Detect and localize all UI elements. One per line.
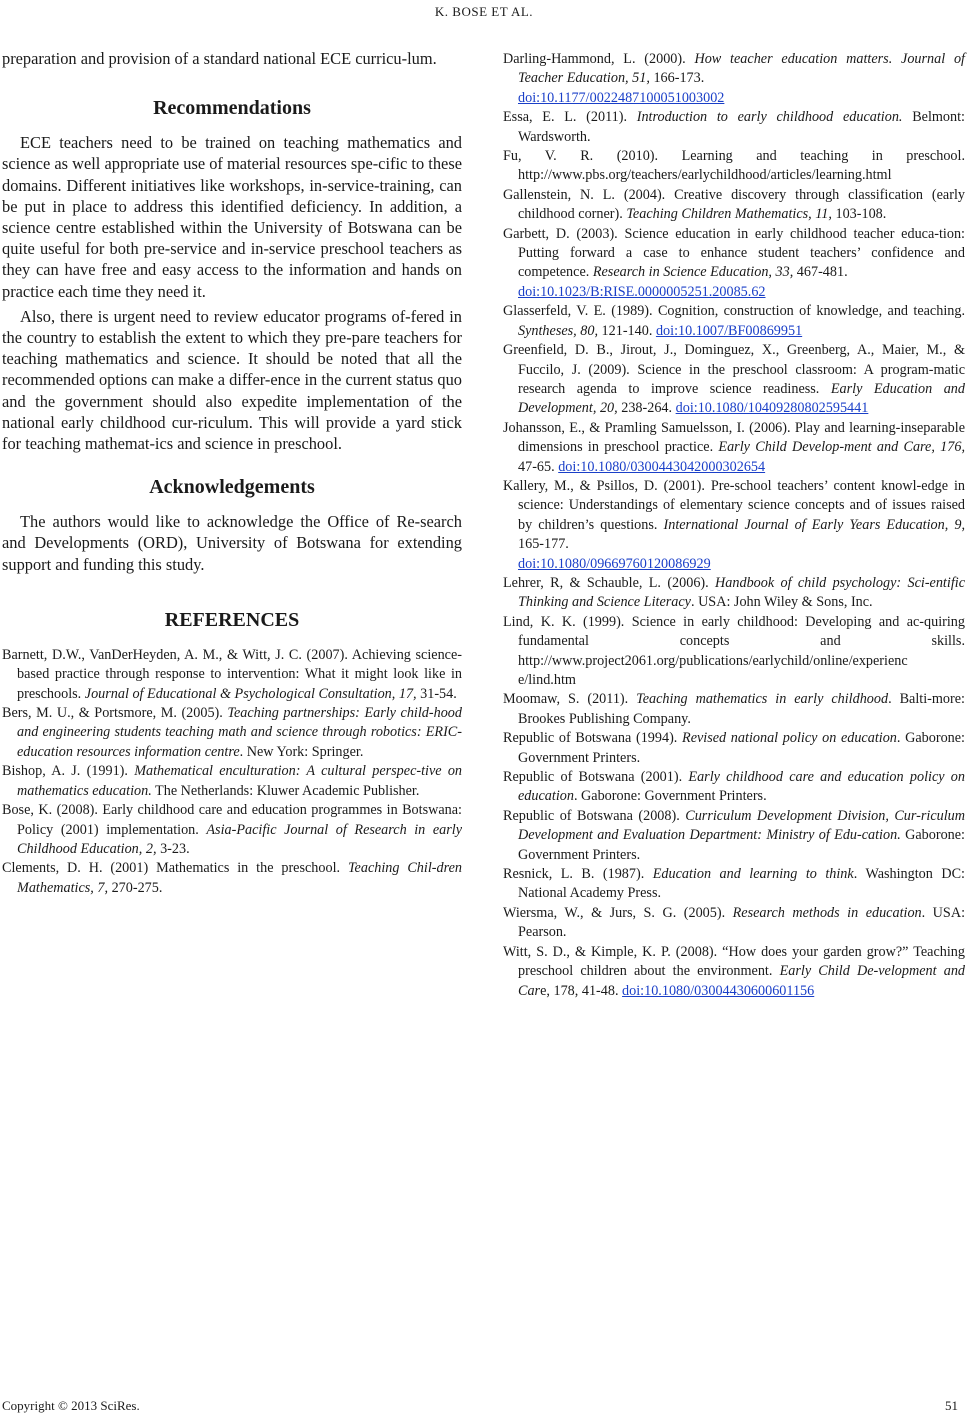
- reference-entry: [503, 419, 965, 477]
- running-head: K. BOSE ET AL.: [434, 4, 534, 19]
- reference-details: Belmont: Wardsworth.: [518, 109, 966, 145]
- reference-entry: [2, 704, 462, 762]
- reference-details: . Washington DC: National Academy Press.: [518, 866, 965, 902]
- reference-text: Johansson, E., & Pramling Samuelsson, I. (2006). Play and learning-inseparable dimensions in preschool practice.: [503, 419, 965, 456]
- reference-entry: [2, 859, 462, 898]
- reference-entry: [503, 768, 965, 807]
- reference-details: . Gaborone: Government Printers.: [518, 730, 965, 766]
- reference-entry: [503, 50, 965, 108]
- intro-paragraph: preparation and provision of a standard national ECE curricu-lum.: [2, 49, 437, 68]
- reference-source: Revised national policy on education: [682, 730, 897, 747]
- reference-source: Early childhood care and education policy on education: [518, 769, 965, 805]
- reference-entry: [503, 341, 965, 419]
- recommendations-paragraph-2: Also, there is urgent need to review educator programs of-fered in the country to establish the extent to which they pre-pare teachers for teaching mathematics and science. It should be noted that all the recommended options can make a differ-ence in the current status quo and the government should also expedite implementation of the national early childhood cur-riculum. This will provide a yard stick for teaching mathemat-ics and science in preschool.: [2, 306, 462, 454]
- reference-text: Republic of Botswana (2001).: [503, 769, 689, 786]
- reference-entry: [503, 865, 965, 904]
- reference-source: Asia-Pacific Journal of Research in early Childhood Education, 2,: [17, 821, 462, 857]
- reference-entry: [2, 801, 462, 859]
- reference-details: . USA: John Wiley & Sons, Inc.: [690, 594, 873, 611]
- reference-text: Garbett, D. (2003). Science education in early childhood teacher educa-tion: Putting forward a case to enhance student teachers’ confidence and competence.: [503, 225, 965, 281]
- reference-source: Early Child De-velopment and Car: [518, 963, 966, 999]
- reference-text: Essa, E. L. (2011).: [503, 109, 637, 126]
- reference-text: Republic of Botswana (2008).: [503, 807, 686, 824]
- reference-entry: [503, 477, 965, 574]
- left-column: [2, 48, 462, 898]
- doi-link[interactable]: doi:10.1080/09669760120086929: [518, 555, 711, 572]
- reference-source: Early Child Develop-ment and Care, 176,: [718, 439, 965, 456]
- reference-details: Gaborone: Government Printers.: [518, 827, 965, 863]
- reference-details: 31-54.: [416, 685, 457, 702]
- doi-link[interactable]: doi:10.1080/0300443042000302654: [558, 458, 766, 475]
- reference-text: Lind, K. K. (1999). Science in early childhood: Developing and ac-quiring fundamental concepts and skills. http://www.project2061.org/publications/earlychild/online/experienc e/lind.htm: [503, 613, 965, 688]
- reference-source: Research methods in education: [732, 904, 922, 921]
- reference-source: Research in Science Education, 33,: [592, 264, 794, 281]
- doi-link[interactable]: doi:10.1023/B:RISE.0000005251.20085.62: [518, 283, 766, 300]
- reference-text: Gallenstein, N. L. (2004). Creative discovery through classification (early childhood corner).: [503, 186, 965, 223]
- reference-details: 238-264.: [617, 400, 676, 417]
- reference-entry: [2, 762, 462, 801]
- reference-source: Journal of Educational & Psychological Consultation, 17,: [84, 685, 417, 702]
- reference-entry: [503, 108, 965, 147]
- reference-text: Resnick, L. B. (1987).: [503, 866, 653, 883]
- reference-entry: [503, 225, 965, 303]
- reference-entry: [503, 904, 965, 943]
- reference-text: Bers, M. U., & Portsmore, M. (2005).: [2, 705, 228, 722]
- reference-source: Teaching partnerships: Early child-hood and engineering students teaching math and science through robotics: ERIC-education resources information centre: [17, 705, 462, 760]
- reference-details: 47-65.: [518, 458, 559, 475]
- reference-source: Teaching Children Mathematics, 11,: [626, 206, 832, 223]
- reference-text: Wiersma, W., & Jurs, S. G. (2005).: [503, 904, 733, 921]
- doi-link[interactable]: doi:10.1177/0022487100051003002: [518, 89, 725, 106]
- reference-text: Bose, K. (2008). Early childhood care and education programmes in Botswana: Policy (2001) implementation.: [2, 802, 462, 838]
- reference-list-right: [503, 50, 965, 1001]
- reference-entry: [503, 613, 965, 691]
- reference-text: Republic of Botswana (1994).: [503, 730, 683, 747]
- reference-text: Darling-Hammond, L. (2000).: [503, 51, 695, 67]
- doi-link[interactable]: doi:10.1080/03004430600601156: [622, 982, 815, 999]
- reference-text: Barnett, D.W., VanDerHeyden, A. M., & Witt, J. C. (2007). Achieving science-based practice through response to intervention: What it might look like in preschools.: [2, 646, 462, 702]
- reference-source: Introduction to early childhood education.: [636, 109, 903, 126]
- reference-source: Education and learning to think: [652, 866, 854, 883]
- reference-text: Moomaw, S. (2011).: [503, 691, 637, 708]
- reference-source: Curriculum Development Division, Cur-riculum Development and Evaluation Department: Ministry of Edu-cation.: [518, 807, 965, 844]
- reference-entry: [503, 690, 965, 729]
- reference-source: International Journal of Early Years Education, 9,: [663, 516, 966, 533]
- reference-details: . Balti-more: Brookes Publishing Company.: [518, 691, 965, 727]
- reference-source: Teaching mathematics in early childhood: [636, 691, 889, 708]
- reference-entry: [503, 574, 965, 613]
- reference-source: Mathematical enculturation: A cultural perspec-tive on mathematics education.: [17, 763, 463, 799]
- reference-source: Teaching Chil-dren Mathematics, 7,: [17, 860, 462, 896]
- reference-source: Early Education and Development, 20,: [518, 380, 965, 417]
- reference-details: 166-173.: [649, 70, 705, 87]
- reference-entry: [503, 147, 965, 186]
- reference-details: 3-23.: [156, 840, 190, 857]
- reference-entry: [503, 729, 965, 768]
- doi-link[interactable]: doi:10.1007/BF00869951: [655, 322, 803, 339]
- reference-source: Handbook of child psychology: Sci-entific Thinking and Science Literacy: [518, 574, 965, 611]
- reference-details: 270-275.: [108, 879, 163, 896]
- reference-entry: [503, 302, 965, 341]
- reference-details: 103-108.: [831, 206, 887, 223]
- reference-text: Clements, D. H. (2001) Mathematics in the preschool.: [2, 860, 348, 877]
- copyright-footer: Copyright © 2013 SciRes.: [2, 1398, 140, 1413]
- recommendations-heading: Recommendations: [153, 97, 311, 120]
- reference-details: The Netherlands: Kluwer Academic Publisher.: [151, 782, 420, 799]
- reference-entry: [2, 646, 462, 704]
- reference-details: . USA: Pearson.: [518, 904, 966, 941]
- reference-text: Bishop, A. J. (1991).: [2, 763, 135, 780]
- page-number: 51: [945, 1398, 958, 1413]
- reference-text: Fu, V. R. (2010). Learning and teaching in preschool. http://www.pbs.org/teachers/earlychildhood/articles/learning.html: [503, 148, 965, 184]
- reference-source: Syntheses, 80,: [518, 322, 598, 339]
- acknowledgements-heading: Acknowledgements: [149, 476, 315, 499]
- reference-text: Glasserfeld, V. E. (1989). Cognition, construction of knowledge, and teaching.: [503, 303, 965, 320]
- references-heading: REFERENCES: [164, 608, 300, 631]
- doi-link[interactable]: doi:10.1080/10409280802595441: [675, 400, 869, 417]
- recommendations-paragraph-1: ECE teachers need to be trained on teaching mathematics and science as well appropriate use of material resources spe-cific to these domains. Different initiatives like workshops, in-service-training, can be put in place to address this identified deficiency. In addition, a science centre established within the University of Botswana can be quite useful for both pre-service and in-service preschool teachers as they can have free and easy access to the information and hands on practice each time they need it.: [2, 133, 462, 301]
- reference-entry: [503, 807, 965, 865]
- reference-entry: [503, 943, 965, 1001]
- reference-details: 121-140.: [598, 322, 656, 339]
- reference-text: Lehrer, R, & Schauble, L. (2006).: [503, 574, 716, 591]
- right-column: [503, 50, 965, 1001]
- reference-details: . Gaborone: Government Printers.: [573, 788, 767, 805]
- reference-list-left: [2, 646, 462, 898]
- reference-entry: [503, 186, 965, 225]
- reference-source: How teacher education matters. Journal of Teacher Education, 51,: [518, 51, 965, 87]
- reference-text: Greenfield, D. B., Jirout, J., Dominguez, X., Greenberg, A., Maier, M., & Fuccilo, J. (2009). Science in the preschool classroom: A program-matic research agenda to improve science readiness.: [503, 342, 965, 397]
- acknowledgements-paragraph: The authors would like to acknowledge the Office of Re-search and Developments (ORD), University of Botswana for extending support and funding this study.: [2, 512, 462, 574]
- reference-text: Witt, S. D., & Kimple, K. P. (2008). “How does your garden grow?” Teaching preschool children about the environment.: [503, 943, 965, 980]
- reference-text: Kallery, M., & Psillos, D. (2001). Pre-school teachers’ content knowl-edge in science: Understandings of elementary science concepts and of issues raised by children’s questions.: [503, 477, 965, 533]
- reference-details: . New York: Springer.: [239, 743, 364, 760]
- reference-details: 165-177.: [518, 536, 569, 553]
- reference-details: 467-481.: [793, 264, 848, 281]
- reference-details: e, 178, 41-48.: [540, 982, 623, 999]
